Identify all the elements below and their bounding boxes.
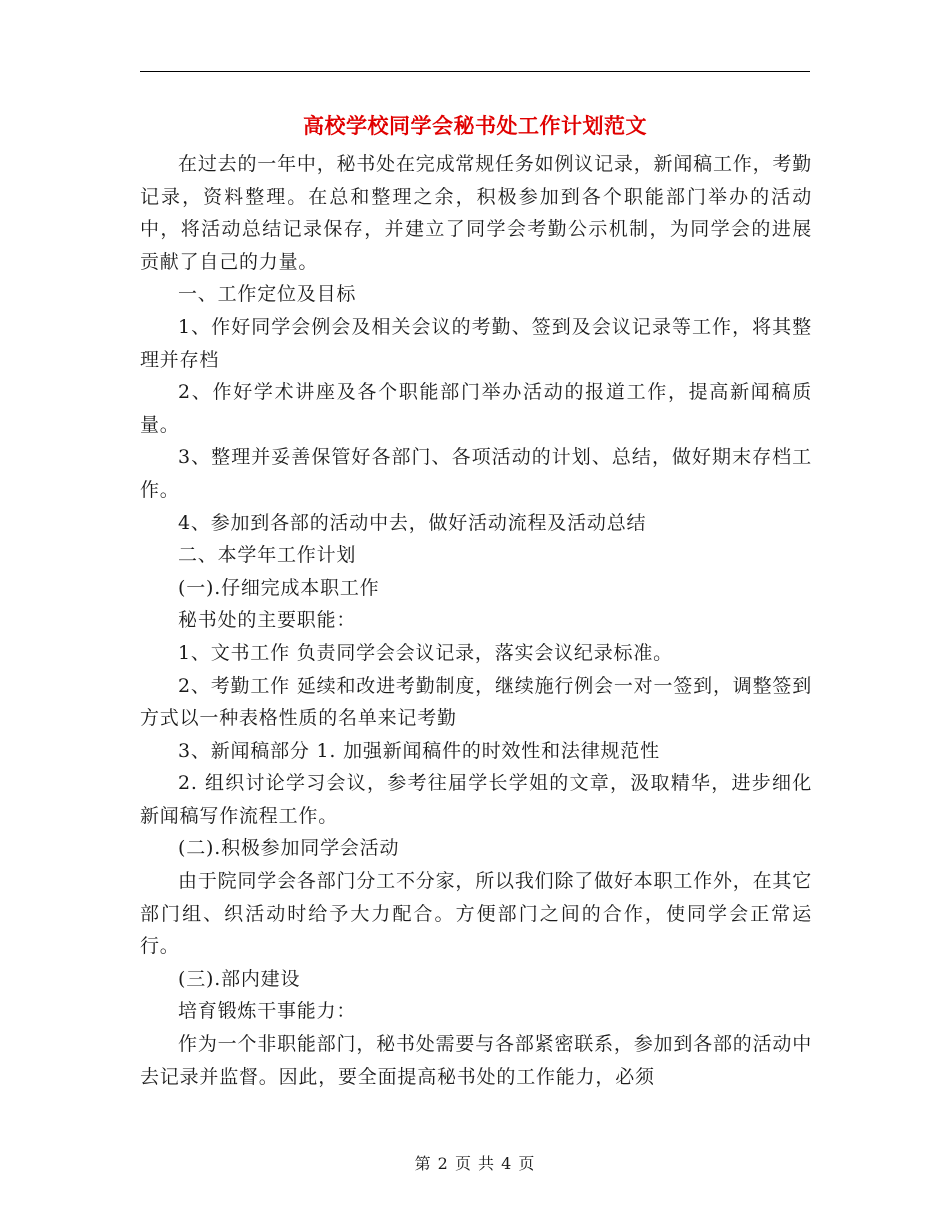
list-item: 2、考勤工作 延续和改进考勤制度，继续施行例会一对一签到，调整签到方式以一种表格性质的名单来记考勤 — [140, 674, 812, 730]
section-heading: 一、工作定位及目标 — [178, 283, 357, 306]
paragraph: 秘书处的主要职能： — [178, 609, 357, 632]
subsection-heading: (一).仔细完成本职工作 — [178, 576, 380, 599]
document-body — [140, 148, 812, 1093]
section-heading: 二、本学年工作计划 — [178, 544, 357, 567]
paragraph: 由于院同学会各部门分工不分家，所以我们除了做好本职工作外，在其它部门组、织活动时给予大力配合。方便部门之间的合作，使同学会正常运行。 — [140, 870, 812, 958]
subsection-heading: (三).部内建设 — [178, 967, 301, 990]
list-item: 1、作好同学会例会及相关会议的考勤、签到及会议记录等工作，将其整理并存档 — [140, 315, 812, 371]
list-item: 3、新闻稿部分 1. 加强新闻稿件的时效性和法律规范性 — [178, 739, 660, 762]
document-title: 高校学校同学会秘书处工作计划范文 — [303, 113, 647, 138]
subsection-heading: (二).积极参加同学会活动 — [178, 837, 400, 860]
list-item: 2、作好学术讲座及各个职能部门举办活动的报道工作，提高新闻稿质量。 — [140, 381, 812, 436]
header-rule — [140, 71, 810, 72]
paragraph: 作为一个非职能部门，秘书处需要与各部紧密联系，参加到各部的活动中去记录并监督。因此，要全面提高秘书处的工作能力，必须 — [140, 1033, 812, 1088]
list-item: 2. 组织讨论学习会议，参考往届学长学姐的文章，汲取精华，进步细化新闻稿写作流程工作。 — [140, 772, 812, 827]
paragraph: 在过去的一年中，秘书处在完成常规任务如例议记录，新闻稿工作，考勤记录，资料整理。在总和整理之余，积极参加到各个职能部门举办的活动中，将活动总结记录保存，并建立了同学会考勤公示机制，为同学会的进展贡献了自己的力量。 — [140, 153, 812, 273]
list-item: 4、参加到各部的活动中去，做好活动流程及活动总结 — [178, 511, 647, 534]
paragraph: 培育锻炼干事能力： — [178, 1000, 357, 1023]
list-item: 3、整理并妥善保管好各部门、各项活动的计划、总结，做好期末存档工作。 — [140, 446, 812, 501]
list-item: 1、文书工作 负责同学会会议记录，落实会议纪录标准。 — [178, 641, 673, 664]
page-number: 第 2 页 共 4 页 — [414, 1154, 536, 1173]
